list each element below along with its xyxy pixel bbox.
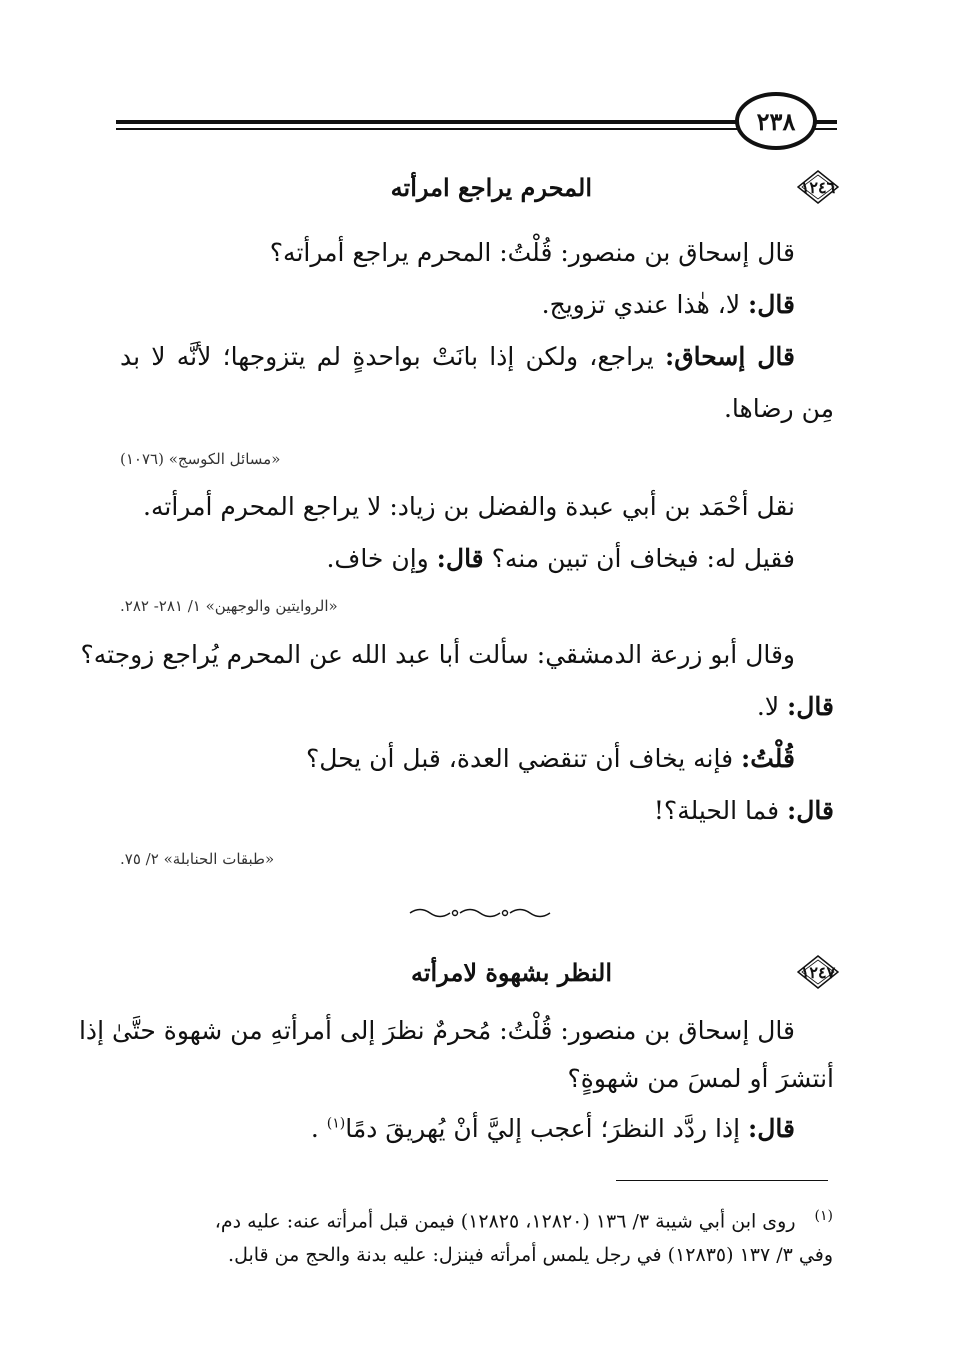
text-line: قال: لا.	[756, 692, 834, 721]
footnote-marker: (١)	[814, 1208, 833, 1224]
text-line: قال: إذا ردَّد النظرَ؛ أعجب إليَّ أنْ يُهريقَ دمًا$^{(١)}$ .	[310, 1114, 795, 1143]
section-divider-ornament-icon	[405, 905, 555, 921]
text-line: قال إسحاق بن منصور: قُلْتُ: مُحرمٌ نظرَ إلى أمرأتهِ من شهوة حتَّىٰ إذا	[78, 1016, 795, 1045]
text-line: قال: لا، هٰذا عندي تزويج.	[541, 290, 795, 319]
text-line: أنتشرَ أو لمسَ من شهوةٍ؟	[567, 1064, 834, 1093]
source-citation: «مسائل الكوسج» (١٠٧٦)	[120, 450, 281, 468]
footnote-line: $^{(١)}$ روى ابن أبي شيبة ٣/ ١٣٦ (١٢٨٢٠، ١٢٨٢٥) فيمن قبل أمرأته عنه: عليه دم،	[214, 1208, 833, 1233]
footnote-ref[interactable]: (١)	[326, 1115, 346, 1132]
entry-number-badge	[797, 170, 839, 204]
text-line: مِن رضاها.	[723, 394, 834, 423]
section-title: المحرم يراجع امرأته	[390, 173, 592, 202]
text-line: قُلْتُ: فإنه يخاف أن تنقضي العدة، قبل أن يحل؟	[305, 744, 795, 773]
page-number: ٢٣٨	[735, 92, 817, 150]
text-line: قال إسحاق بن منصور: قُلْتُ: المحرم يراجع أمرأته؟	[269, 238, 795, 267]
text-line: قال: فما الحيلة؟!	[653, 796, 834, 825]
footnote-separator	[616, 1180, 828, 1181]
header-rule-thin	[116, 128, 837, 130]
entry-number-badge	[797, 955, 839, 989]
header-rule	[116, 120, 837, 124]
source-citation: «طبقات الحنابلة» ٢/ ٧٥.	[120, 850, 275, 868]
source-citation: «الروايتين والوجهين» ١/ ٢٨١- ٢٨٢.	[120, 597, 338, 615]
section-title: النظر بشهوة لامرأته	[411, 958, 612, 987]
text-line: فقيل له: فيخاف أن تبين منه؟ قال: وإن خاف.	[326, 544, 795, 573]
text-line: وقال أبو زرعة الدمشقي: سألت أبا عبد الله عن المحرم يُراجع زوجته؟	[80, 640, 795, 669]
footnote-line: وفي ٣/ ١٣٧ (١٢٨٣٥) في رجل يلمس أمرأته فينزل: عليه بدنة والحج من قابل.	[228, 1244, 833, 1266]
entry-number: ١٢٤٦	[800, 177, 836, 197]
entry-number: ١٢٤٧	[800, 962, 836, 982]
text-line: نقل أحْمَد بن أبي عبدة والفضل بن زياد: لا يراجع المحرم أمرأته.	[143, 492, 795, 521]
text-line: قال إسحاق: يراجع، ولكن إذا بانَتْ بواحدةٍ لم يتزوجها؛ لأنَّه لا بد	[120, 342, 795, 371]
